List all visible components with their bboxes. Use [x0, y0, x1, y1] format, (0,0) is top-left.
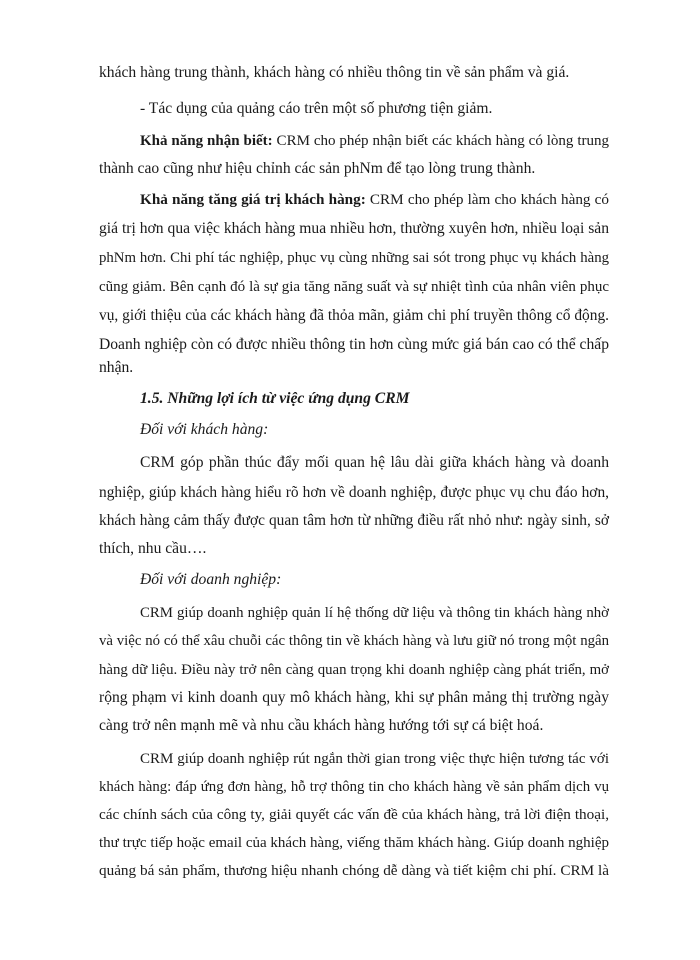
paragraph-text: CRM cho phép nhận biết các khách hàng có lòng trung [272, 133, 609, 149]
paragraph-line: cũng giảm. Bên cạnh đó là sự gia tăng năng suất và sự nhiệt tình của nhân viên phục [99, 279, 609, 295]
bold-term: Khả năng nhận biết: [140, 133, 273, 149]
paragraph-line: nghiệp, giúp khách hàng hiểu rõ hơn về doanh nghiệp, được phục vụ chu đáo hơn, [99, 484, 609, 501]
subsection-heading: Đối với khách hàng: [140, 421, 269, 438]
paragraph-line: vụ, giới thiệu của các khách hàng đã thỏa mãn, giảm chi phí truyền thông cổ động. [99, 307, 609, 324]
paragraph-line: nhận. [99, 359, 134, 376]
paragraph-line: CRM giúp doanh nghiệp quản lí hệ thống dữ liệu và thông tin khách hàng nhờ [140, 605, 609, 621]
bold-term: Khả năng tăng giá trị khách hàng: [140, 191, 366, 208]
paragraph-line [140, 131, 609, 151]
paragraph-line: Doanh nghiệp còn có được nhiều thông tin hơn cùng mức giá bán cao có thể chấp [99, 336, 609, 353]
paragraph-line [140, 190, 609, 210]
paragraph-line: quảng bá sản phẩm, thương hiệu nhanh chóng dễ dàng và tiết kiệm chi phí. CRM là [99, 862, 609, 879]
paragraph-line: thư trực tiếp hoặc email của khách hàng, viếng thăm khách hàng. Giúp doanh nghiệp [99, 835, 609, 851]
paragraph-line: các chính sách của công ty, giải quyết các vấn đề của khách hàng, trả lời điện thoại, [99, 806, 609, 823]
paragraph-line: và việc nó có thể xâu chuỗi các thông tin về khách hàng và lưu giữ nó trong một ngân [99, 633, 609, 649]
paragraph-line: rộng phạm vi kinh doanh quy mô khách hàng, khi sự phân mảng thị trường ngày [99, 689, 609, 706]
paragraph-line: khách hàng trung thành, khách hàng có nhiều thông tin về sản phẩm và giá. [99, 64, 570, 81]
paragraph-line: CRM góp phần thúc đẩy mối quan hệ lâu dài giữa khách hàng và doanh [140, 454, 609, 471]
paragraph-line: phNm hơn. Chi phí tác nghiệp, phục vụ cùng những sai sót trong phục vụ khách hàng [99, 250, 609, 266]
paragraph-line: càng trở nên mạnh mẽ và nhu cầu khách hàng hướng tới sự cá biệt hoá. [99, 717, 544, 734]
paragraph-line: hàng dữ liệu. Điều này trở nên càng quan trọng khi doanh nghiệp càng phát triển, mở [99, 662, 609, 678]
paragraph-line: - Tác dụng của quảng cáo trên một số phương tiện giảm. [140, 100, 493, 117]
paragraph-line: khách hàng cảm thấy được quan tâm hơn từ những điều rất nhỏ như: ngày sinh, sở [99, 512, 609, 529]
paragraph-line: giá trị hơn qua việc khách hàng mua nhiều hơn, thường xuyên hơn, nhiều loại sản [99, 220, 609, 237]
paragraph-line: thành cao cũng như hiệu chỉnh các sản phNm để tạo lòng trung thành. [99, 160, 536, 177]
paragraph-text: CRM cho phép làm cho khách hàng có [365, 191, 609, 208]
paragraph-line: CRM giúp doanh nghiệp rút ngắn thời gian trong việc thực hiện tương tác với [140, 751, 609, 767]
paragraph-line: khách hàng: đáp ứng đơn hàng, hỗ trợ thông tin cho khách hàng về sản phẩm dịch vụ [99, 779, 609, 795]
subsection-heading: Đối với doanh nghiệp: [140, 571, 282, 588]
paragraph-line: thích, nhu cầu…. [99, 540, 207, 557]
section-heading: 1.5. Những lợi ích từ việc ứng dụng CRM [140, 390, 410, 407]
